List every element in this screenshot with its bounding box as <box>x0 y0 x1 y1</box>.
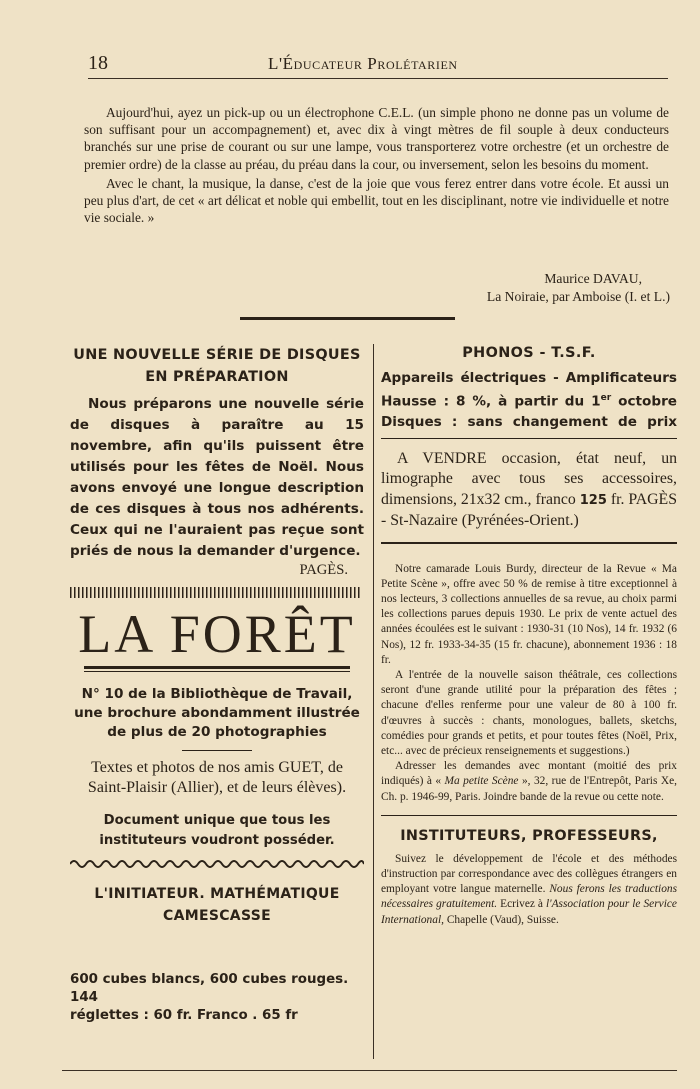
phonos-line-2-post: octobre <box>611 393 677 410</box>
disques-heading: UNE NOUVELLE SÉRIE DE DISQUES EN PRÉPARATION <box>73 347 361 385</box>
page-number: 18 <box>88 52 108 74</box>
phonos-line-1: Appareils électriques - Amplificateurs <box>381 370 677 386</box>
a-vendre-text-pre: A VENDRE occasion, état neuf, un limographe avec tous ses accessoires, dimensions, 21x32 cm., franco <box>381 449 677 508</box>
intro-paragraph-1: Aujourd'hui, ayez un pick-up ou un électrophone C.E.L. (un simple phono ne donne pas un volume de son suffisant pour un accompagnement) et, avec dix à vingt mètres de fil souple à deux conducteurs branchés sur une prise de courant ou sur une lampe, vous transporterez votre orchestre (et un orchestre de premier ordre) de la classe au préau, du préau dans la cour, ou inversement, selon les besoins du moment. <box>84 105 669 172</box>
phonos-line-2-sup: er <box>600 393 612 403</box>
la-foret-tagline: Document unique que tous les instituteurs voudront posséder. <box>99 813 335 848</box>
author-address: La Noiraie, par Amboise (I. et L.) <box>486 289 670 304</box>
instituteurs-heading: INSTITUTEURS, PROFESSEURS, <box>400 827 658 844</box>
column-divider <box>373 344 374 1059</box>
short-divider <box>182 750 252 751</box>
phonos-heading: PHONOS - T.S.F. <box>462 345 596 361</box>
phonos-line-2-pre: Hausse : 8 %, à partir du 1 <box>381 393 601 410</box>
right-rule-1 <box>381 438 677 439</box>
phonos-line-2 <box>381 388 677 412</box>
right-rule-3 <box>381 815 677 816</box>
revue-paragraph-1: Notre camarade Louis Burdy, directeur de la Revue « Ma Petite Scène », offre avec 50 % de remise à titre exceptionnel à nos lecteurs, 3 collections annuelles de sa revue, au choix parmi les collections parues depuis 1930. Le prix de vente actuel des années écoulées est le suivant : 1930-31 (10 Nos), 14 fr. 1932 (6 Nos), 12 fr. 1933-34-35 (15 fr. chacune), abonnement 1936 : 18 fr. <box>381 562 677 666</box>
instit-mid: Ecrivez à <box>497 898 546 911</box>
revue-p3-pre: Adresser les demandes avec montant (moitié des prix indiqués) à « <box>381 760 677 788</box>
right-rule-2 <box>381 542 677 544</box>
intro-paragraph-2: Avec le chant, la musique, la danse, c'est de la joie que vous ferez entrer dans votre école. Et aussi un peu plus d'art, de cet « art délicat et noble qui embellit, tout en les disciplinant, notre vie individuelle et notre vie sociale. » <box>84 175 669 226</box>
la-foret-credits: Textes et photos de nos amis GUET, de Saint-Plaisir (Allier), et de leurs élèves). <box>87 759 347 796</box>
wavy-divider <box>70 858 364 870</box>
revue-p3-title: Ma petite Scène <box>444 775 519 788</box>
la-foret-title: LA FORÊT <box>78 604 356 664</box>
right-column <box>381 344 677 928</box>
author-name: Maurice DAVAU, <box>544 271 642 286</box>
revue-p3-post: », 32, rue de l'Entrepôt, Paris Xe, Ch. p. 1946-99, Paris. Joindre bande de la revue ou cette note. <box>381 775 677 803</box>
instituteurs-body <box>381 852 677 928</box>
intro-article <box>84 104 669 226</box>
initiateur-body <box>70 971 364 1025</box>
section-separator <box>240 317 455 320</box>
page-header <box>88 52 668 79</box>
initiateur-line-2: réglettes : 60 fr. Franco . 65 fr <box>70 1008 298 1023</box>
bottom-rule <box>62 1070 677 1071</box>
revue-paragraph-2: A l'entrée de la nouvelle saison théâtrale, ces collections seront d'une grande utilité pour la préparation des fêtes ; chacune d'elles renferme pour une valeur de 80 à 100 fr. d'œuvres à succès : chants, monologues, ballets, sketchs, comédies pour grands et petits, et pour toutes fêtes (Noël, Prix, etc... avec de précieux renseignements et suggestions.) <box>381 668 677 757</box>
instit-italic-2: l'Association pour le Service International, <box>381 898 677 926</box>
initiateur-line-1: 600 cubes blancs, 600 cubes rouges. 144 <box>70 972 349 1005</box>
ma-petite-scene-notice <box>381 562 677 805</box>
phonos-line-3: Disques : sans changement de prix <box>381 413 677 430</box>
disques-body: Nous préparons une nouvelle série de disques à paraître au 15 novembre, afin qu'ils puissent être utilisés pour les fêtes de Noël. Nous avons envoyé une longue description de ces disques à tous nos adhérents. Ceux qui ne l'auraient pas reçue sont priés de nous la demander d'urgence. <box>70 396 364 559</box>
a-vendre-price: 125 <box>579 492 607 508</box>
instit-italic-1: Nous ferons les traductions nécessaires gratuitement. <box>381 883 678 911</box>
journal-title: L'Éducateur Prolétarien <box>268 54 458 73</box>
revue-paragraph-3 <box>381 759 677 805</box>
instit-post: Chapelle (Vaud), Suisse. <box>443 913 559 926</box>
phonos-details <box>381 368 677 432</box>
initiateur-heading: L'INITIATEUR. MATHÉMATIQUE CAMESCASSE <box>94 886 340 924</box>
instit-pre: Suivez le développement de l'école et des méthodes d'instruction par correspondance avec des collègues étrangers en employant votre langue maternelle. <box>381 852 677 896</box>
disques-signature: PAGÈS. <box>299 562 348 578</box>
la-foret-double-rule <box>84 666 350 672</box>
decorative-tick-border <box>70 587 362 598</box>
a-vendre-text-post: fr. PAGÈS - St-Nazaire (Pyrénées-Orient.) <box>381 490 677 530</box>
left-column <box>70 344 364 1025</box>
la-foret-subtitle: N° 10 de la Bibliothèque de Travail, une brochure abondamment illustrée de plus de 20 photographies <box>74 686 360 740</box>
a-vendre-ad <box>381 449 677 532</box>
intro-signature <box>487 270 670 306</box>
